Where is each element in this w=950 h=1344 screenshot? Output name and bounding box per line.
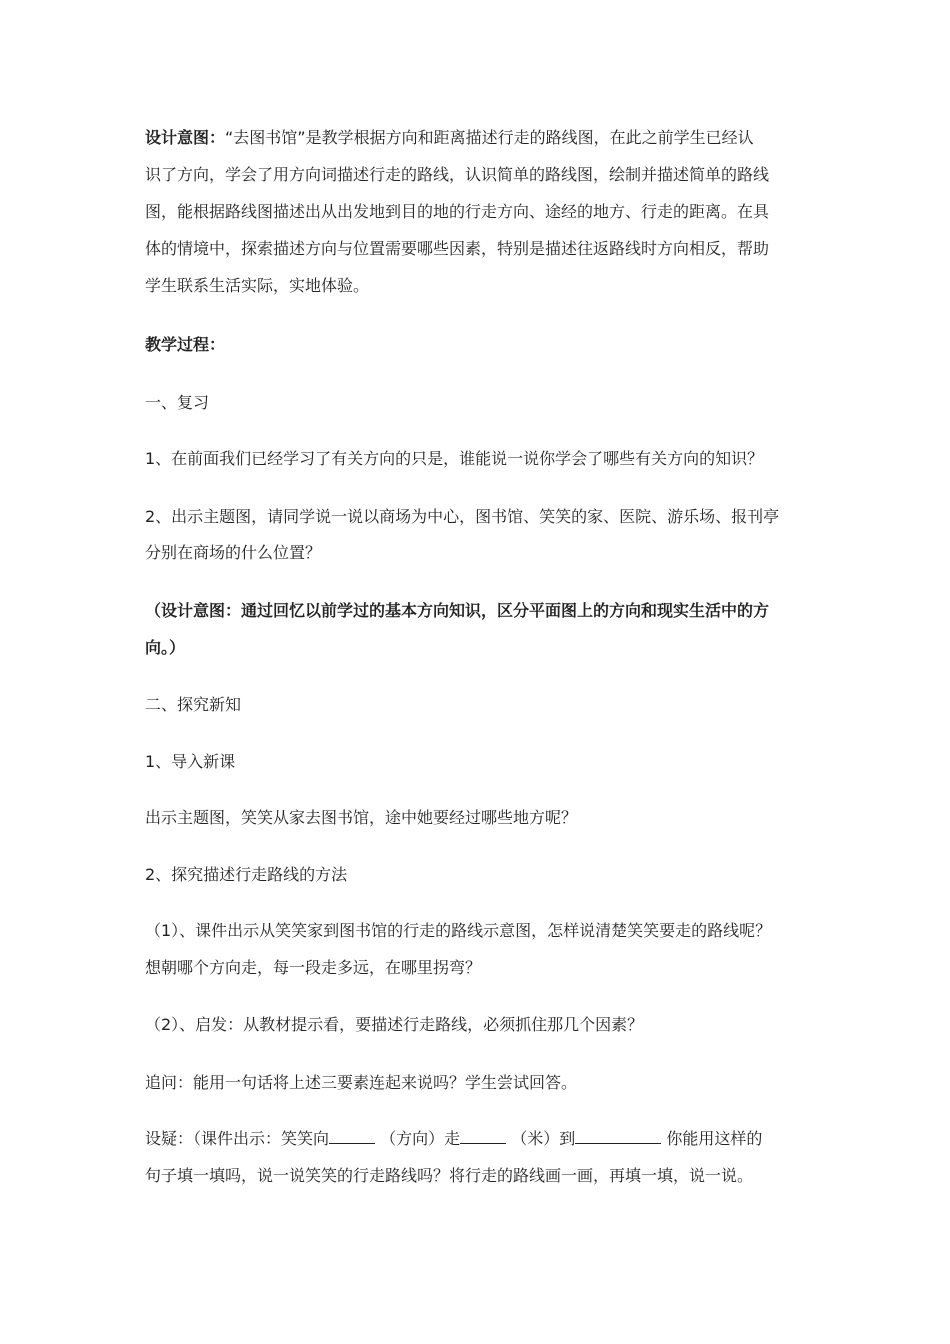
section2-p1-line1: （1）、课件出示从笑笑家到图书馆的行走的路线示意图，怎样说清楚笑笑要走的路线呢？ xyxy=(145,921,772,940)
design-intent-line-2: 识了方向，学会了用方向词描述行走的路线，认识简单的路线图，绘制并描述简单的路线 xyxy=(145,165,770,184)
section2-question-line1 xyxy=(145,1128,762,1150)
design-intent-line-4: 体的情境中，探索描述方向与位置需要哪些因素，特别是描述往返路线时方向相反，帮助 xyxy=(145,239,770,258)
section2-followup: 追问：能用一句话将上述三要素连起来说吗？学生尝试回答。 xyxy=(145,1073,578,1092)
design-intent-line-1 xyxy=(145,127,754,149)
blank-destination xyxy=(575,1129,661,1144)
section1-title: 一、复习 xyxy=(145,393,210,412)
design-intent-text: “去图书馆”是教学根据方向和距离描述行走的路线图，在此之前学生已经认 xyxy=(225,128,754,147)
design-intent-line-3: 图，能根据路线图描述出从出发地到目的地的行走方向、途经的地方、行走的距离。在具 xyxy=(145,202,770,221)
question-part-2: （方向）走 xyxy=(380,1129,461,1148)
blank-distance xyxy=(460,1129,506,1144)
section2-sub1-text: 出示主题图，笑笑从家去图书馆，途中她要经过哪些地方呢？ xyxy=(145,808,578,827)
section2-sub1: 1、导入新课 xyxy=(145,752,236,771)
blank-direction xyxy=(329,1129,375,1144)
question-part-4: 你能用这样的 xyxy=(666,1129,763,1148)
section1-item2-line1: 2、出示主题图，请同学说一说以商场为中心，图书馆、笑笑的家、医院、游乐场、报刊亭 xyxy=(145,507,780,526)
question-part-3: （米）到 xyxy=(511,1129,576,1148)
section1-intent-line2: 向。） xyxy=(145,638,186,657)
section2-p2: （2）、启发：从教材提示看，要描述行走路线，必须抓住那几个因素？ xyxy=(145,1015,644,1034)
section1-item2-line2: 分别在商场的什么位置？ xyxy=(145,543,322,562)
question-part-1: 设疑：（课件出示：笑笑向 xyxy=(145,1129,330,1148)
section1-intent-line1: （设计意图：通过回忆以前学过的基本方向知识，区分平面图上的方向和现实生活中的方 xyxy=(145,601,770,620)
section2-title: 二、探究新知 xyxy=(145,695,242,714)
design-intent-line-5: 学生联系生活实际，实地体验。 xyxy=(145,276,370,295)
section2-sub2: 2、探究描述行走路线的方法 xyxy=(145,865,348,884)
process-title: 教学过程： xyxy=(145,335,226,354)
section2-question-line2: 句子填一填吗，说一说笑笑的行走路线吗？将行走的路线画一画，再填一填，说一说。 xyxy=(145,1166,754,1185)
design-intent-label: 设计意图： xyxy=(145,128,226,147)
section1-item1: 1、在前面我们已经学习了有关方向的只是，谁能说一说你学会了哪些有关方向的知识？ xyxy=(145,449,764,468)
section2-p1-line2: 想朝哪个方向走，每一段走多远，在哪里拐弯？ xyxy=(145,958,482,977)
